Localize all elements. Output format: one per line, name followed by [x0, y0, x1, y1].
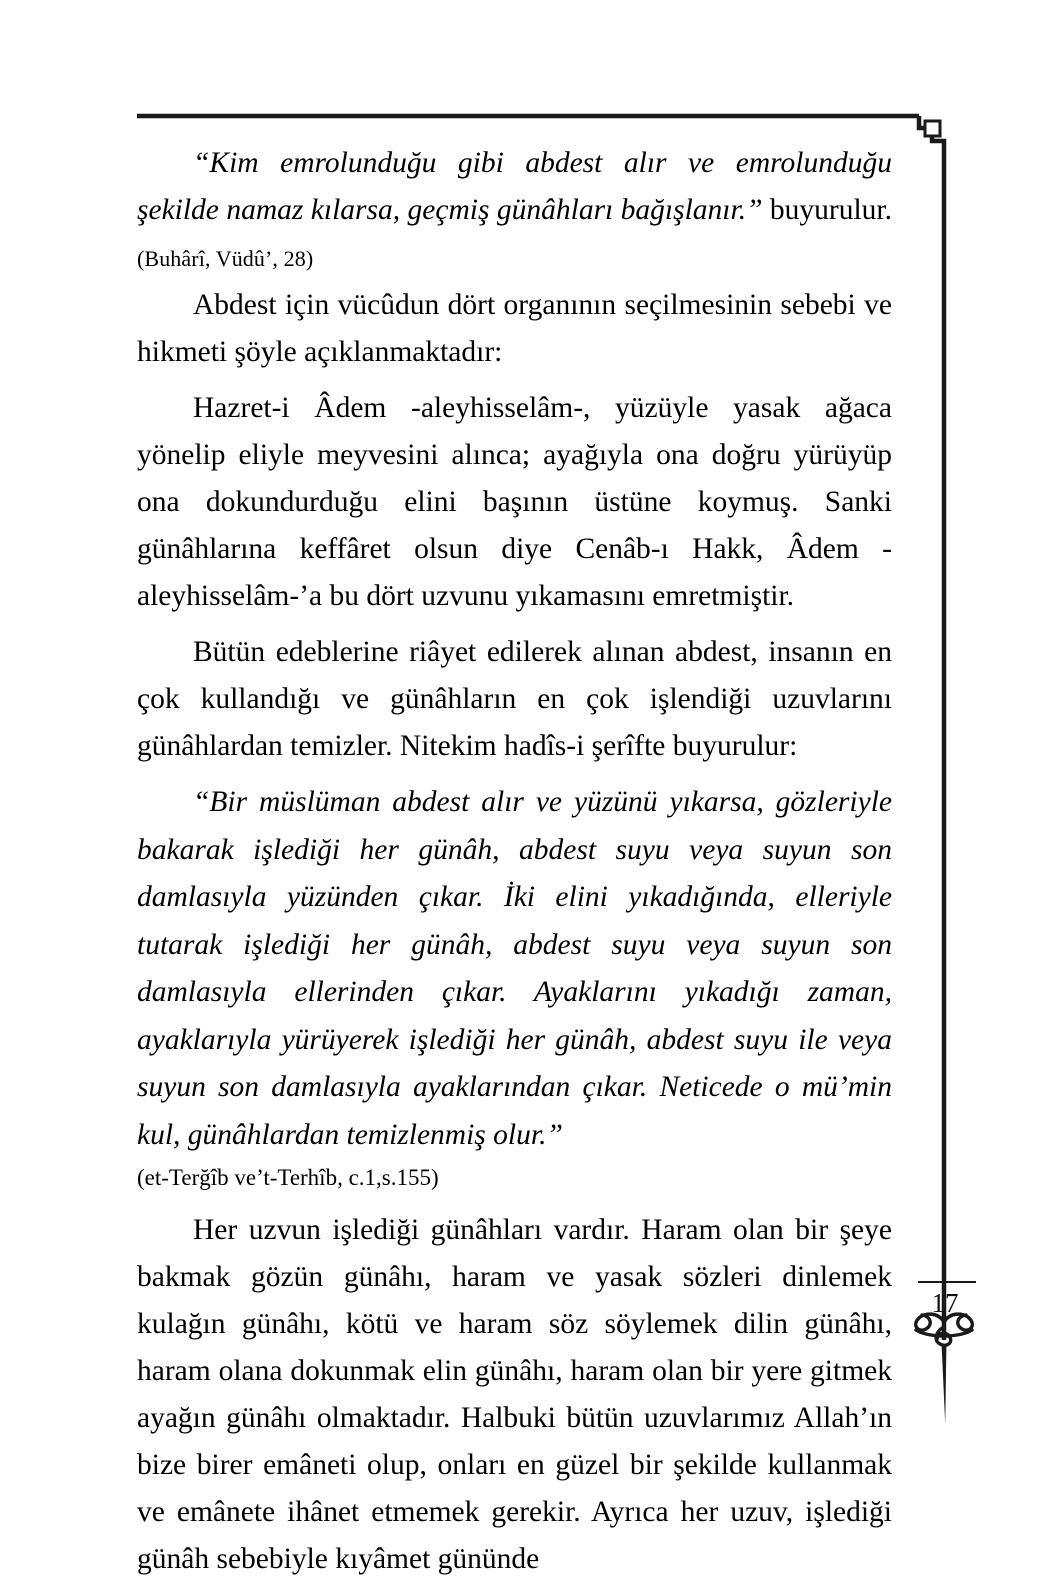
body-paragraph-3: Bütün edeblerine riâyet edilerek alınan abdest, insanın en çok kullandığı ve günâhların en çok işlendiği uzuvlarını günâhlardan temizler. Nitekim hadîs-i şerîfte buyurulur: — [137, 636, 892, 762]
citation-terghib: (et-Terğîb ve’t-Terhîb, c.1,s.155) — [137, 1165, 439, 1190]
hadith-quote-1-text: “Kim emrolunduğu gibi abdest alır ve emrolunduğu şekilde namaz kılarsa, geçmiş günâhları bağışlanır.” — [137, 147, 892, 226]
body-paragraph-1: Abdest için vücûdun dört organının seçilmesinin sebebi ve hikmeti şöyle açıklanmaktadır: — [137, 289, 892, 368]
hadith-quote-1 — [137, 140, 892, 282]
hadith-quote-2: “Bir müslüman abdest alır ve yüzünü yıkarsa, gözleriyle bakarak işlediği her günâh, abdest suyu veya suyun son damlasıyla yüzünden çıkar. İki elini yıkadığında, elleriyle tutarak işlediği her günâh, abdest suyu veya suyun son damlasıyla ellerinden çıkar. Ayaklarını yıkadığı zaman, ayaklarıyla yürüyerek işlediği her günâh, abdest suyu ile veya suyun son damlasıyla ayaklarından çıkar. Neticede o mü’min kul, günâhlardan temizlenmiş olur.” — [137, 786, 892, 1151]
body-paragraph-4: Her uzvun işlediği günâhları vardır. Haram olan bir şeye bakmak gözün günâhı, haram ve yasak sözleri dinlemek kulağın günâhı, kötü ve haram söz söylemek dilin günâhı, haram olana dokunmak elin günâhı, haram olan bir yere gitmek ayağın günâhı olmaktadır. Halbuki bütün uzuvlarımız Allah’ın bize birer emâneti olup, onları en güzel bir şekilde kullanmak ve emânete ihânet etmemek gerekir. Ayrıca her uzuv, işlediği günâh sebebiyle kıyâmet gününde — [137, 1214, 892, 1575]
body-paragraph-2: Hazret-i Âdem -aleyhisselâm-, yüzüyle yasak ağaca yönelip eliyle meyvesini alınca; ayağıyla ona doğru yürüyüp ona dokundurduğu elini başının üstüne koymuş. Sanki günâhlarına keffâret olsun diye Cenâb-ı Hakk, Âdem -aleyhisselâm-’a bu dört uzvunu yıkamasını emretmiştir. — [137, 392, 892, 612]
text-column — [137, 140, 892, 1592]
corner-square-ornament — [925, 121, 940, 136]
vertical-rule-tail — [942, 1345, 947, 1424]
corner-step-notch — [919, 116, 944, 1340]
hadith-quote-1-source: (Buhârî, Vüdû’, 28) — [137, 246, 314, 271]
page-number-rule — [918, 1281, 976, 1283]
page-number: 17 — [931, 1288, 959, 1318]
hadith-quote-1-tail: buyurulur. — [762, 194, 892, 226]
